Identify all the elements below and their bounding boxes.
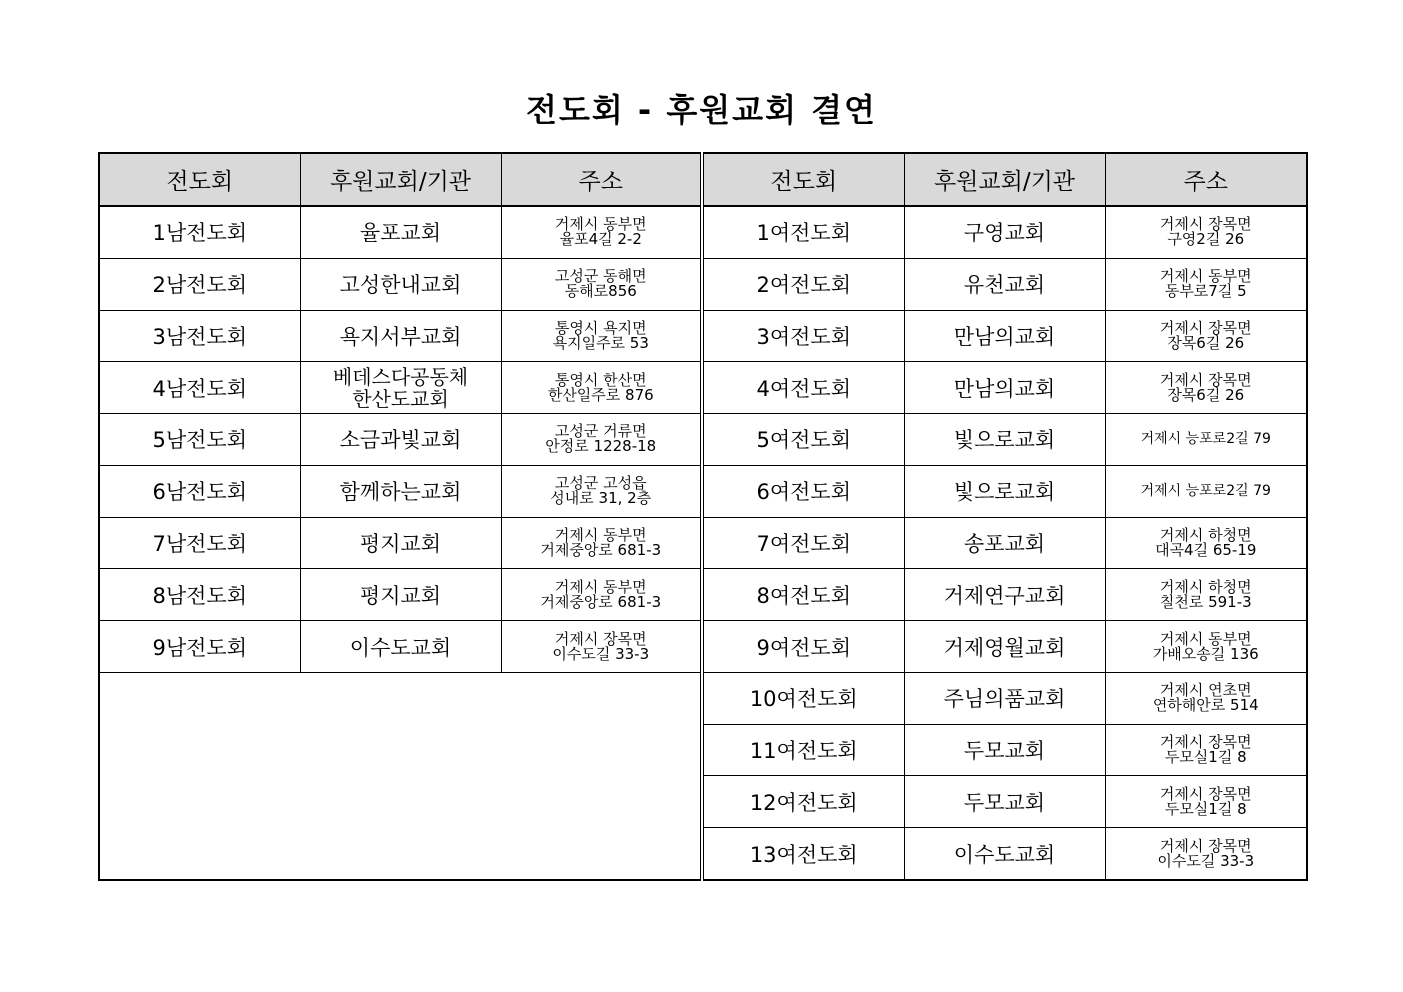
address-line: 거제시 하청면 (1159, 525, 1252, 544)
church-cell: 이수도교회 (904, 828, 1105, 880)
mission-group-cell: 2남전도회 (99, 258, 300, 310)
church-cell: 거제영월교회 (904, 621, 1105, 673)
church-cell: 평지교회 (300, 517, 501, 569)
church-cell: 거제연구교회 (904, 569, 1105, 621)
mission-group-cell: 3여전도회 (702, 310, 904, 362)
church-cell: 빛으로교회 (904, 465, 1105, 517)
address-line: 고성군 동해면 (554, 267, 647, 286)
address-line: 욕지일주로 53 (552, 333, 649, 352)
address-cell (1105, 672, 1307, 724)
mission-group-cell: 5남전도회 (99, 414, 300, 466)
church-cell: 만남의교회 (904, 310, 1105, 362)
church-cell: 욕지서부교회 (300, 310, 501, 362)
mission-group-cell: 1여전도회 (702, 206, 904, 258)
address-line: 장목6길 26 (1167, 333, 1245, 352)
address-cell (501, 310, 702, 362)
mission-group-cell: 6남전도회 (99, 465, 300, 517)
table-row (99, 672, 1307, 724)
header-church-right: 후원교회/기관 (904, 153, 1105, 206)
table-row (99, 362, 1307, 414)
address-cell (1105, 310, 1307, 362)
church-cell: 송포교회 (904, 517, 1105, 569)
table-row (99, 206, 1307, 258)
address-line: 거제시 동부면 (554, 215, 647, 234)
mission-group-cell: 7여전도회 (702, 517, 904, 569)
address-line: 연하해안로 514 (1152, 696, 1259, 715)
table-row (99, 310, 1307, 362)
table-row (99, 258, 1307, 310)
address-line: 율포4길 2-2 (559, 230, 642, 249)
address-line: 고성군 거류면 (554, 422, 647, 441)
mission-group-cell: 2여전도회 (702, 258, 904, 310)
address-cell (1105, 776, 1307, 828)
church-cell: 두모교회 (904, 776, 1105, 828)
empty-block (99, 672, 702, 880)
address-cell (501, 465, 702, 517)
address-cell: 거제시 능포로2길 79 (1105, 414, 1307, 466)
table-row (99, 465, 1307, 517)
header-mission-group-left: 전도회 (99, 153, 300, 206)
address-line: 거제시 동부면 (1159, 629, 1252, 648)
address-line: 거제시 동부면 (1159, 267, 1252, 286)
address-line: 통영시 한산면 (554, 370, 647, 389)
address-cell (501, 517, 702, 569)
address-line: 거제시 장목면 (1159, 370, 1252, 389)
mission-group-cell: 12여전도회 (702, 776, 904, 828)
church-cell: 구영교회 (904, 206, 1105, 258)
address-cell (1105, 828, 1307, 880)
mission-group-cell: 13여전도회 (702, 828, 904, 880)
address-line: 한산일주로 876 (547, 385, 654, 404)
church-cell: 고성한내교회 (300, 258, 501, 310)
mission-group-cell: 1남전도회 (99, 206, 300, 258)
address-line: 대곡4길 65-19 (1155, 540, 1257, 559)
address-line: 고성군 고성읍 (554, 474, 647, 493)
address-line: 동해로856 (564, 282, 637, 301)
address-line: 거제시 장목면 (554, 629, 647, 648)
church-cell: 소금과빛교회 (300, 414, 501, 466)
church-cell: 빛으로교회 (904, 414, 1105, 466)
address-cell (1105, 258, 1307, 310)
address-cell (1105, 517, 1307, 569)
address-line: 거제시 장목면 (1159, 733, 1252, 752)
header-row (99, 153, 1307, 206)
church-cell: 만남의교회 (904, 362, 1105, 414)
mission-group-cell: 5여전도회 (702, 414, 904, 466)
church-cell: 유천교회 (904, 258, 1105, 310)
header-address-left: 주소 (501, 153, 702, 206)
mission-group-cell: 9남전도회 (99, 621, 300, 673)
church-line: 베데스다공동체 (332, 364, 469, 389)
address-cell (501, 414, 702, 466)
address-cell (501, 258, 702, 310)
church-cell (300, 362, 501, 414)
address-line: 거제중앙로 681-3 (540, 592, 662, 611)
address-cell (501, 621, 702, 673)
mission-group-cell: 9여전도회 (702, 621, 904, 673)
address-cell (1105, 569, 1307, 621)
address-line: 장목6길 26 (1167, 385, 1245, 404)
address-cell (1105, 206, 1307, 258)
address-line: 거제시 장목면 (1159, 836, 1252, 855)
address-line: 두모실1길 8 (1164, 748, 1247, 767)
church-cell: 함께하는교회 (300, 465, 501, 517)
partnership-table (98, 152, 1308, 881)
mission-group-cell: 7남전도회 (99, 517, 300, 569)
mission-group-cell: 8여전도회 (702, 569, 904, 621)
mission-group-cell: 4남전도회 (99, 362, 300, 414)
header-mission-group-right: 전도회 (702, 153, 904, 206)
mission-group-cell: 8남전도회 (99, 569, 300, 621)
address-line: 거제시 연초면 (1159, 681, 1252, 700)
address-line: 거제시 장목면 (1159, 215, 1252, 234)
table-row (99, 414, 1307, 466)
address-cell (501, 206, 702, 258)
church-cell: 이수도교회 (300, 621, 501, 673)
address-line: 칠천로 591-3 (1159, 592, 1252, 611)
page-title: 전도회 - 후원교회 결연 (526, 91, 877, 129)
mission-group-cell: 4여전도회 (702, 362, 904, 414)
church-cell: 주님의품교회 (904, 672, 1105, 724)
church-cell: 두모교회 (904, 724, 1105, 776)
table-row (99, 621, 1307, 673)
address-line: 두모실1길 8 (1164, 799, 1247, 818)
address-line: 이수도길 33-3 (552, 644, 650, 663)
mission-group-cell: 10여전도회 (702, 672, 904, 724)
address-cell (1105, 362, 1307, 414)
address-line: 거제중앙로 681-3 (540, 540, 662, 559)
address-line: 거제시 동부면 (554, 525, 647, 544)
address-line: 거제시 장목면 (1159, 318, 1252, 337)
header-address-right: 주소 (1105, 153, 1307, 206)
church-cell: 평지교회 (300, 569, 501, 621)
mission-group-cell: 6여전도회 (702, 465, 904, 517)
address-line: 거제시 하청면 (1159, 577, 1252, 596)
address-line: 성내로 31, 2층 (550, 489, 652, 508)
table-row (99, 569, 1307, 621)
address-cell (1105, 621, 1307, 673)
header-church-left: 후원교회/기관 (300, 153, 501, 206)
address-line: 구영2길 26 (1167, 230, 1245, 249)
church-line: 한산도교회 (352, 386, 449, 411)
address-line: 이수도길 33-3 (1157, 851, 1255, 870)
mission-group-cell: 3남전도회 (99, 310, 300, 362)
church-cell: 율포교회 (300, 206, 501, 258)
address-cell (501, 362, 702, 414)
table-row (99, 517, 1307, 569)
address-line: 거제시 동부면 (554, 577, 647, 596)
address-line: 통영시 욕지면 (554, 318, 647, 337)
mission-group-cell: 11여전도회 (702, 724, 904, 776)
address-line: 동부로7길 5 (1164, 282, 1247, 301)
address-cell: 거제시 능포로2길 79 (1105, 465, 1307, 517)
address-line: 가배오송길 136 (1152, 644, 1259, 663)
address-cell (501, 569, 702, 621)
address-line: 안정로 1228-18 (545, 437, 657, 456)
address-cell (1105, 724, 1307, 776)
address-line: 거제시 장목면 (1159, 784, 1252, 803)
